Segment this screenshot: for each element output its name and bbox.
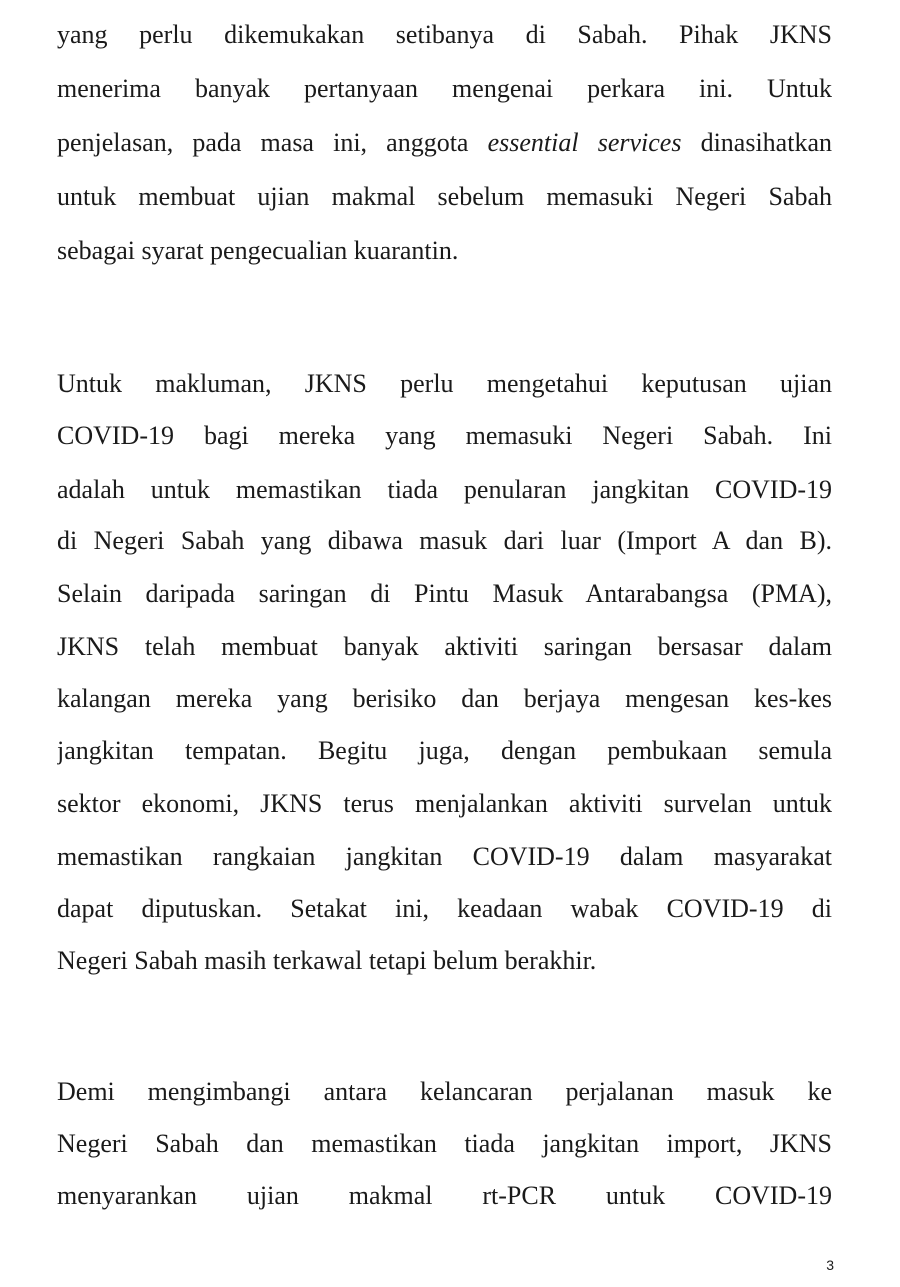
paragraph-2-line-10: memastikan rangkaian jangkitan COVID-19 dalam masyarakat	[57, 842, 832, 871]
paragraph-1-line-5: sebagai syarat pengecualian kuarantin.	[57, 236, 459, 265]
paragraph-3-line-3: menyarankan ujian makmal rt-PCR untuk COVID-19	[57, 1181, 832, 1210]
paragraph-2-line-2: COVID-19 bagi mereka yang memasuki Negeri Sabah. Ini	[57, 421, 832, 450]
paragraph-1-italic-phrase: essential services	[487, 128, 682, 157]
paragraph-1-line-1: yang perlu dikemukakan setibanya di Sabah. Pihak JKNS	[57, 20, 832, 49]
paragraph-2-line-3: adalah untuk memastikan tiada penularan jangkitan COVID-19	[57, 475, 832, 504]
paragraph-1-line-2: menerima banyak pertanyaan mengenai perkara ini. Untuk	[57, 74, 832, 103]
paragraph-2-line-7: kalangan mereka yang berisiko dan berjaya mengesan kes-kes	[57, 684, 832, 713]
paragraph-2-line-6: JKNS telah membuat banyak aktiviti saringan bersasar dalam	[57, 632, 832, 661]
paragraph-1-line-3-tail: dinasihatkan	[681, 128, 832, 157]
paragraph-2-line-4: di Negeri Sabah yang dibawa masuk dari luar (Import A dan B).	[57, 526, 832, 555]
paragraph-2-line-8: jangkitan tempatan. Begitu juga, dengan pembukaan semula	[57, 736, 832, 765]
page-number: 3	[826, 1257, 834, 1273]
paragraph-2-line-12: Negeri Sabah masih terkawal tetapi belum berakhir.	[57, 946, 597, 975]
paragraph-2-line-11: dapat diputuskan. Setakat ini, keadaan wabak COVID-19 di	[57, 894, 832, 923]
paragraph-1-line-4: untuk membuat ujian makmal sebelum memasuki Negeri Sabah	[57, 182, 832, 211]
paragraph-3-line-1: Demi mengimbangi antara kelancaran perjalanan masuk ke	[57, 1077, 832, 1106]
paragraph-1-line-3	[57, 123, 832, 163]
paragraph-2-line-1: Untuk makluman, JKNS perlu mengetahui keputusan ujian	[57, 369, 832, 398]
paragraph-1-line-3-text: penjelasan, pada masa ini, anggota	[57, 128, 488, 157]
paragraph-2-line-5: Selain daripada saringan di Pintu Masuk Antarabangsa (PMA),	[57, 579, 832, 608]
paragraph-3-line-2: Negeri Sabah dan memastikan tiada jangkitan import, JKNS	[57, 1129, 832, 1158]
paragraph-2-line-9: sektor ekonomi, JKNS terus menjalankan aktiviti survelan untuk	[57, 789, 832, 818]
